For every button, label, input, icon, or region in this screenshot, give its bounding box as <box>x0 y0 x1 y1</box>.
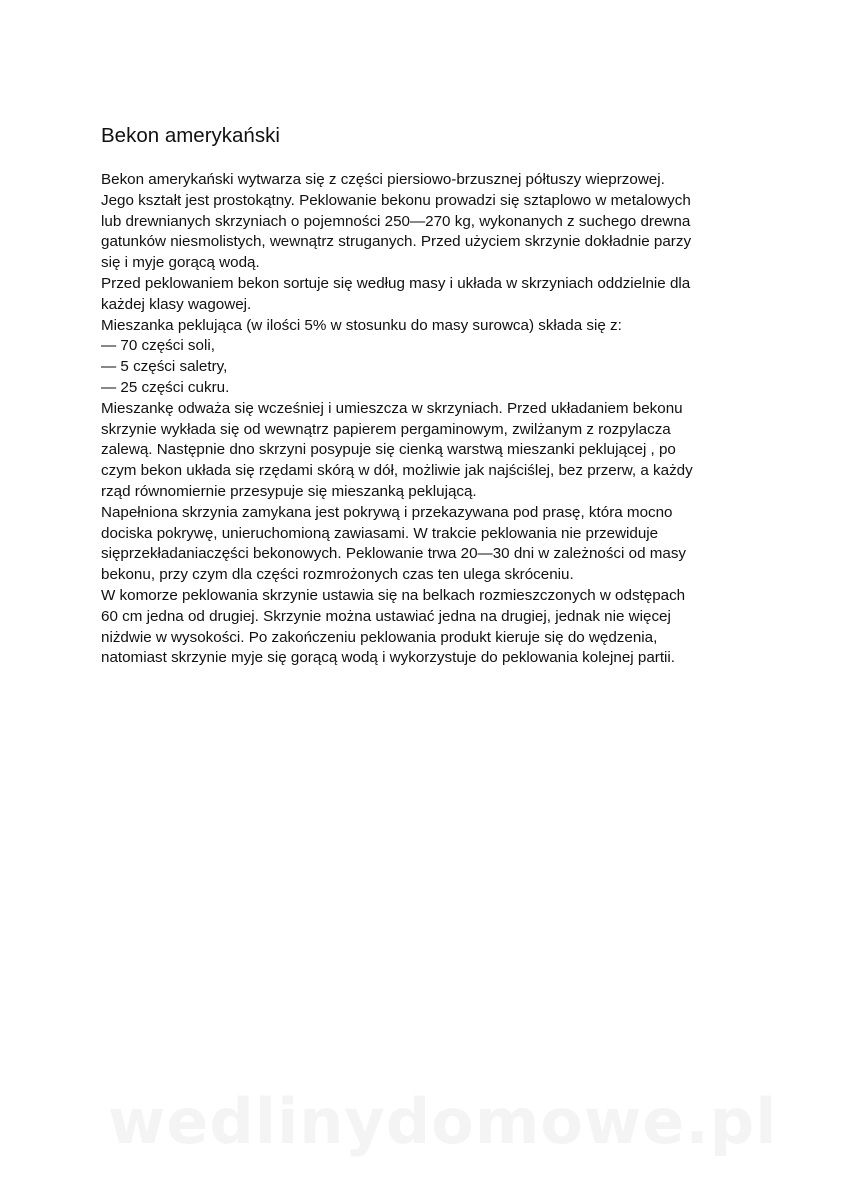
list-item: — 70 części soli, <box>101 337 215 355</box>
body-line: Bekon amerykański wytwarza się z części piersiowo-brzusznej półtuszy wieprzowej. <box>101 171 665 188</box>
body-line: bekonu, przy czym dla części rozmrożonych czas ten ulega skróceniu. <box>101 566 574 584</box>
body-line: każdej klasy wagowej. <box>101 295 252 313</box>
body-line: zalewą. Następnie dno skrzyni posypuje się cienką warstwą mieszanki peklującej , po <box>101 441 676 459</box>
body-line: Przed peklowaniem bekon sortuje się według masy i układa w skrzyniach oddzielnie dla <box>101 274 691 292</box>
document-body <box>101 170 761 669</box>
body-line: Napełniona skrzynia zamykana jest pokrywą i przekazywana pod prasę, która mocno <box>101 503 673 521</box>
body-line: Mieszankę odważa się wcześniej i umieszcza w skrzyniach. Przed układaniem bekonu <box>101 399 683 417</box>
body-line: Jego kształt jest prostokątny. Peklowanie bekonu prowadzi się sztaplowo w metalowych <box>101 191 691 209</box>
list-item: — 25 części cukru. <box>101 378 230 396</box>
body-line: niżdwie w wysokości. Po zakończeniu peklowania produkt kieruje się do wędzenia, <box>101 628 658 646</box>
body-line: rząd równomiernie przesypuje się mieszanką peklującą. <box>101 482 477 500</box>
document-title: Bekon amerykański <box>101 124 280 147</box>
body-line: się i myje gorącą wodą. <box>101 254 260 272</box>
watermark: wedlinydomowe.pl <box>108 1085 778 1158</box>
body-line: sięprzekładaniaczęści bekonowych. Peklowanie trwa 20—30 dni w zależności od masy <box>101 545 687 563</box>
body-line: dociska pokrywę, unieruchomioną zawiasami. W trakcie peklowania nie przewiduje <box>101 524 659 542</box>
list-item: — 5 części saletry, <box>101 358 228 376</box>
body-line: skrzynie wykłada się od wewnątrz papierem pergaminowym, zwilżanym z rozpylacza <box>101 420 671 438</box>
body-line: natomiast skrzynie myje się gorącą wodą i wykorzystuje do peklowania kolejnej partii. <box>101 649 676 667</box>
body-line: 60 cm jedna od drugiej. Skrzynie można ustawiać jedna na drugiej, jednak nie więcej <box>101 607 671 625</box>
body-line: Mieszanka peklująca (w ilości 5% w stosunku do masy surowca) składa się z: <box>101 316 622 334</box>
body-line: lub drewnianych skrzyniach o pojemności 250—270 kg, wykonanych z suchego drewna <box>101 212 691 230</box>
body-line: gatunków niesmolistych, wewnątrz struganych. Przed użyciem skrzynie dokładnie parzy <box>101 233 692 251</box>
body-line: czym bekon układa się rzędami skórą w dół, możliwie jak najściślej, bez przerw, a każdy <box>101 462 693 480</box>
body-line: W komorze peklowania skrzynie ustawia się na belkach rozmieszczonych w odstępach <box>101 586 686 604</box>
